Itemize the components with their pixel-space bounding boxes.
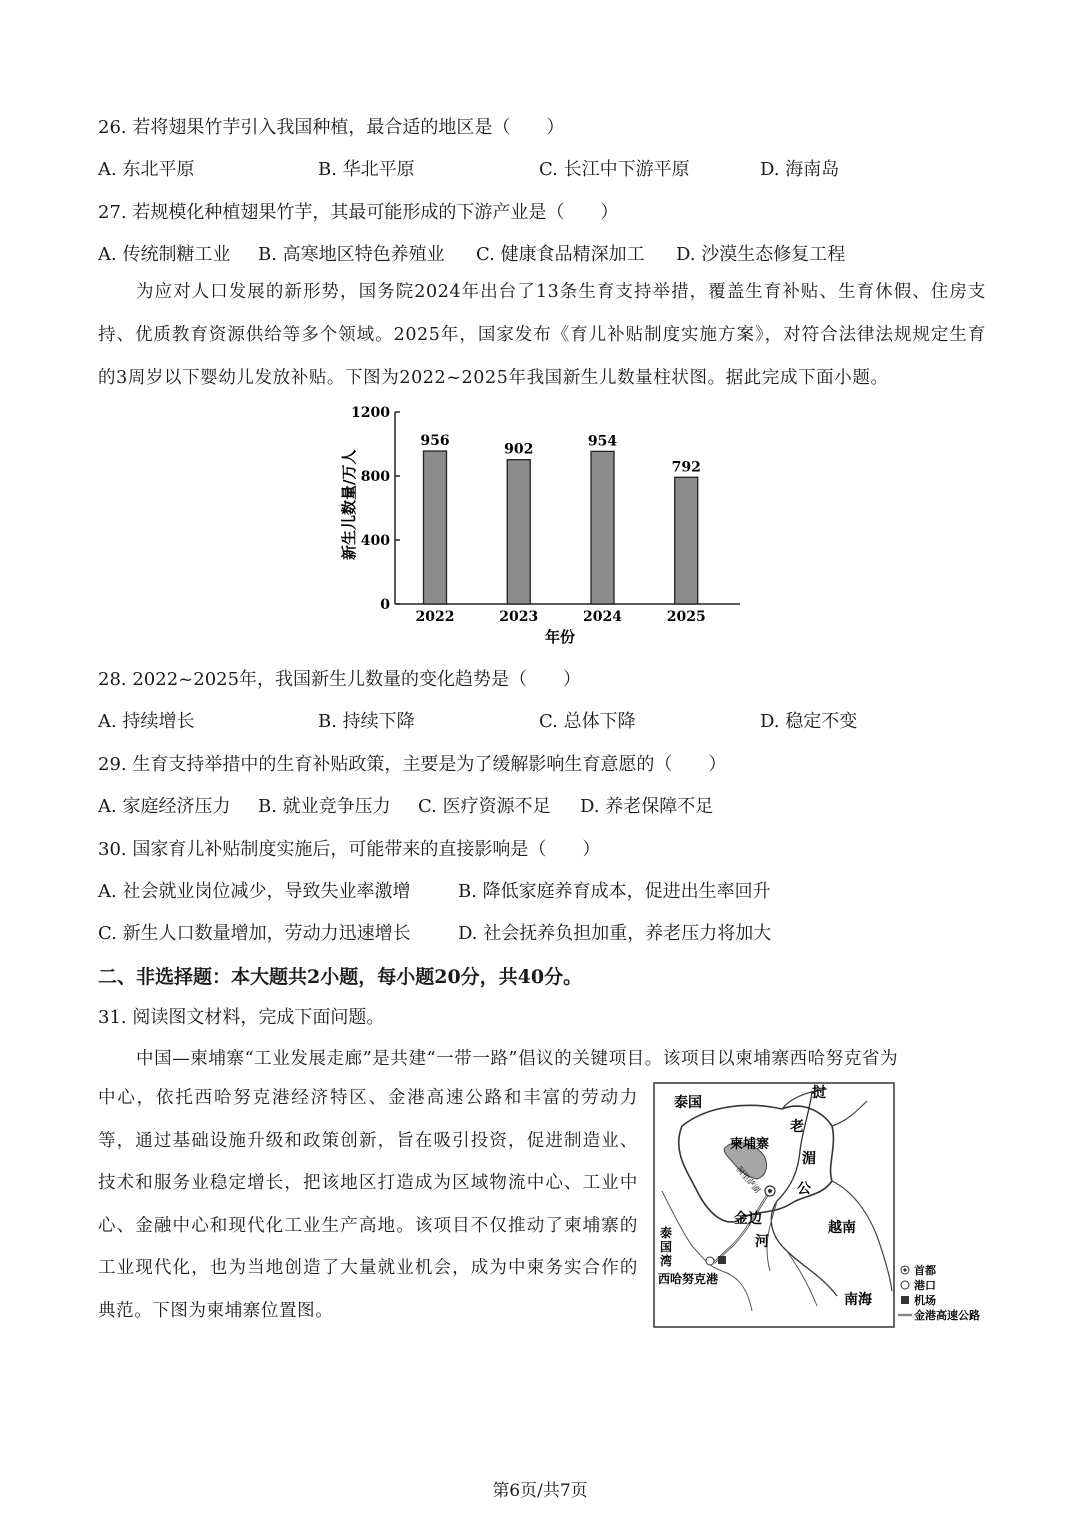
q28-option-b: B. 持续下降 [318,711,415,732]
q26-option-c: C. 长江中下游平原 [539,159,690,180]
q30-option-d: D. 社会抚养负担加重，养老压力将加大 [458,923,772,944]
q31-stem: 31. 阅读图文材料，完成下面问题。 [98,1007,385,1028]
chart-y-tick-label: 800 [360,469,390,485]
chart-y-tick-label: 400 [360,533,390,549]
q29-option-c: C. 医疗资源不足 [418,796,551,817]
map-label-lake: 洞里萨湖 [734,1164,762,1195]
chart-bar-2025 [675,477,698,604]
chart-x-tick-label-2022: 2022 [415,609,455,625]
legend-port-icon [901,1281,909,1289]
map-label-south-sea: 南海 [844,1292,872,1308]
newborn-bar-chart [330,400,760,650]
chart-bar-2022 [424,451,447,604]
legend-airport-icon [901,1296,909,1304]
map-label-vietnam: 越南 [828,1220,856,1236]
chart-bar-2023 [507,460,530,604]
q31-body: 中心，依托西哈努克港经济特区、金港高速公路和丰富的劳动力等，通过基础设施升级和政策创新，旨在吸引投资，促进制造业、技术和服务业稳定增长，把该地区打造成为区域物流中心、工业中心、金融中心和现代化工业生产高地。该项目不仅推动了柬埔寨的工业现代化，也为当地创造了大量就业机会，成为中柬务实合作的典范。下图为柬埔寨位置图。 [98,1088,638,1321]
page-footer: 第6页/共7页 [492,1481,588,1501]
q28-option-a: A. 持续增长 [98,711,195,732]
q27-option-d: D. 沙漠生态修复工程 [676,244,846,265]
chart-y-axis-label: 新生儿数量/万人 [340,449,358,560]
legend-port-label: 港口 [914,1279,936,1292]
q30-option-a: A. 社会就业岗位减少，导致失业率激增 [98,881,411,902]
q27-option-a: A. 传统制糖工业 [98,244,231,265]
q27-option-c: C. 健康食品精深加工 [476,244,645,265]
q28-stem: 28. 2022~2025年，我国新生儿数量的变化趋势是（ ） [98,669,582,690]
q26-option-d: D. 海南岛 [760,159,840,180]
q26-option-b: B. 华北平原 [318,159,415,180]
chart-value-label-2023: 902 [504,441,534,458]
q30-option-b: B. 降低家庭养育成本，促进出生率回升 [458,881,771,902]
sihanoukville-airport-icon [718,1256,726,1264]
q30-stem: 30. 国家育儿补贴制度实施后，可能带来的直接影响是（ ） [98,839,601,860]
chart-x-tick-label-2023: 2023 [499,609,539,625]
q31-intro: 中国—柬埔寨“工业发展走廊”是共建“一带一路”倡议的关键项目。该项目以柬埔寨西哈努克省为 [136,1049,899,1069]
q29-stem: 29. 生育支持举措中的生育补贴政策，主要是为了缓解影响生育意愿的（ ） [98,754,727,775]
chart-value-label-2024: 954 [587,433,618,450]
map-label-mekong-2: 公 [797,1181,811,1197]
map-label-gulf-3: 湾 [660,1254,673,1268]
map-label-cambodia: 柬埔寨 [730,1137,770,1152]
cambodia-location-map [652,1081,1002,1331]
q29-option-a: A. 家庭经济压力 [98,796,231,817]
q27-stem: 27. 若规模化种植翅果竹芋，其最可能形成的下游产业是（ ） [98,202,619,223]
q26-option-a: A. 东北平原 [98,159,195,180]
map-legend [898,1263,980,1322]
map-label-gulf-1: 泰 [660,1226,673,1240]
chart-value-label-2022: 956 [420,433,450,450]
chart-y-tick-label: 1200 [351,405,390,421]
map-label-gulf-2: 国 [660,1240,673,1254]
q27-option-b: B. 高寒地区特色养殖业 [258,244,445,265]
map-label-laos-2: 挝 [812,1085,826,1101]
chart-value-label-2025: 792 [671,459,701,476]
passage-birth-policy: 为应对人口发展的新形势，国务院2024年出台了13条生育支持举措，覆盖生育补贴、生育休假、住房支持、优质教育资源供给等多个领域。2025年，国家发布《育儿补贴制度实施方案》，对符合法律法规规定生育的3周岁以下婴幼儿发放补贴。下图为2022~2025年我国新生儿数量柱状图。据此完成下面小题。 [98,282,986,388]
map-label-phnom-penh: 金边 [734,1211,762,1227]
chart-y-tick-label: 0 [380,597,390,613]
sihanoukville-port-icon [706,1257,714,1265]
chart-bar-2024 [591,451,614,604]
legend-capital-label: 首都 [914,1264,936,1277]
q28-option-d: D. 稳定不变 [760,711,858,732]
legend-expressway-label: 金港高速公路 [914,1309,980,1322]
map-label-mekong-3: 河 [755,1234,769,1250]
chart-x-axis-label: 年份 [544,628,576,646]
q30-option-c: C. 新生人口数量增加，劳动力迅速增长 [98,923,411,944]
chart-x-tick-label-2025: 2025 [666,609,706,625]
map-label-thailand: 泰国 [674,1095,702,1111]
q29-option-b: B. 就业竞争压力 [258,796,391,817]
map-label-sihanoukville: 西哈努克港 [658,1272,719,1286]
section-2-title: 二、非选择题：本大题共2小题，每小题20分，共40分。 [98,966,583,988]
q26-stem: 26. 若将翅果竹芋引入我国种植，最合适的地区是（ ） [98,117,565,138]
legend-airport-label: 机场 [914,1294,936,1307]
q28-option-c: C. 总体下降 [539,711,636,732]
map-label-laos-1: 老 [790,1119,804,1135]
map-label-mekong-1: 湄 [802,1151,816,1167]
q29-option-d: D. 养老保障不足 [580,796,714,817]
chart-x-tick-label-2024: 2024 [583,609,622,625]
